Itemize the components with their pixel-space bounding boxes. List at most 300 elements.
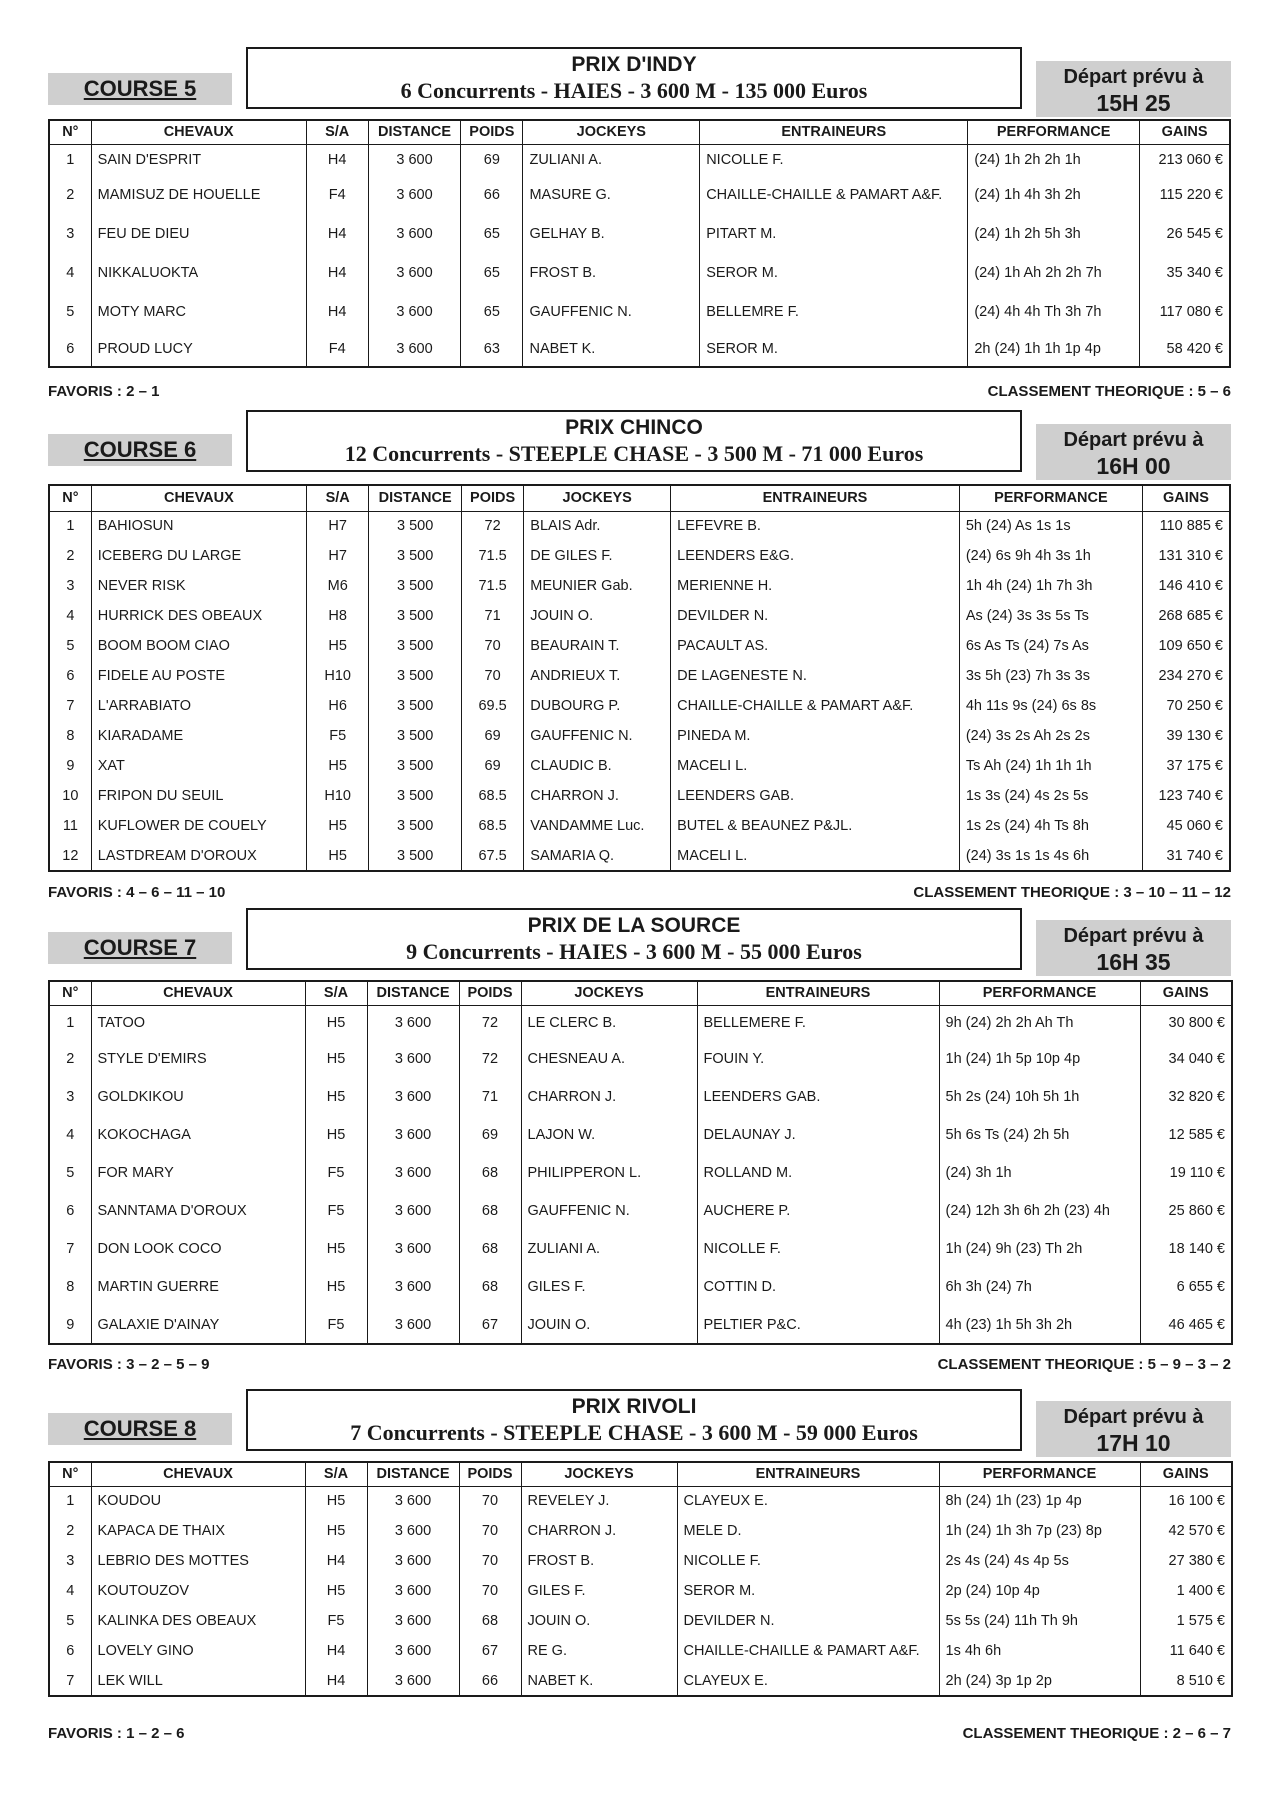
runner-earnings: 42 570 € (1140, 1516, 1232, 1546)
runner-trainer: FOUIN Y. (697, 1040, 939, 1078)
runner-trainer: SEROR M. (700, 331, 968, 367)
table-row (49, 1154, 1232, 1192)
runner-earnings: 45 060 € (1142, 811, 1230, 841)
runner-earnings: 110 885 € (1142, 511, 1230, 541)
table-row (49, 1606, 1232, 1636)
runner-earnings: 213 060 € (1140, 144, 1230, 175)
header-earnings: GAINS (1140, 981, 1232, 1005)
ranking-label: CLASSEMENT THEORIQUE : (937, 1356, 1144, 1373)
runner-earnings: 58 420 € (1140, 331, 1230, 367)
runner-performance: 1s 4h 6h (939, 1636, 1140, 1666)
runner-jockey: GAUFFENIC N. (523, 292, 700, 331)
header-no: N° (49, 981, 91, 1005)
runner-earnings: 27 380 € (1140, 1546, 1232, 1576)
course-label: COURSE 5 (48, 73, 232, 105)
favorites-label: FAVORIS : (48, 383, 122, 400)
runner-distance: 3 600 (367, 1116, 459, 1154)
runner-weight: 70 (459, 1546, 521, 1576)
runner-weight: 70 (459, 1576, 521, 1606)
runner-horse: MARTIN GUERRE (91, 1268, 305, 1306)
runner-trainer: CLAYEUX E. (677, 1666, 939, 1696)
runner-distance: 3 600 (367, 1306, 459, 1344)
runner-earnings: 39 130 € (1142, 721, 1230, 751)
table-row (49, 511, 1230, 541)
runner-jockey: NABET K. (523, 331, 700, 367)
race-title: PRIX DE LA SOURCE (527, 914, 741, 937)
runner-trainer: LEENDERS GAB. (671, 781, 960, 811)
favorites-value: 1 – 2 – 6 (126, 1725, 185, 1742)
runner-distance: 3 600 (367, 1192, 459, 1230)
table-row (49, 1116, 1232, 1154)
runner-jockey: BEAURAIN T. (524, 631, 671, 661)
runner-distance: 3 600 (368, 292, 460, 331)
race-subtitle: 7 Concurrents - STEEPLE CHASE - 3 600 M - 59 000 Euros (350, 1420, 918, 1445)
runner-sa: H5 (305, 1486, 367, 1516)
runner-no: 1 (49, 144, 91, 175)
table-row (49, 1576, 1232, 1606)
runner-distance: 3 500 (369, 781, 462, 811)
runner-distance: 3 600 (368, 214, 460, 253)
runner-performance: (24) 1h 2h 5h 3h (968, 214, 1140, 253)
header-sa: S/A (305, 981, 367, 1005)
runner-weight: 69 (461, 721, 523, 751)
runner-performance: 1h 4h (24) 1h 7h 3h (959, 571, 1142, 601)
runner-performance: (24) 3h 1h (939, 1154, 1140, 1192)
runner-weight: 70 (459, 1516, 521, 1546)
runner-trainer: CHAILLE-CHAILLE & PAMART A&F. (677, 1636, 939, 1666)
header-weight: POIDS (459, 1462, 521, 1486)
runner-performance: 1h (24) 1h 3h 7p (23) 8p (939, 1516, 1140, 1546)
runner-weight: 70 (459, 1486, 521, 1516)
favorites-label: FAVORIS : (48, 884, 122, 901)
runner-distance: 3 500 (369, 751, 462, 781)
runner-horse: MAMISUZ DE HOUELLE (91, 175, 306, 214)
table-row (49, 1636, 1232, 1666)
header-jockey: JOCKEYS (524, 485, 671, 511)
runner-earnings: 117 080 € (1140, 292, 1230, 331)
header-horse: CHEVAUX (91, 485, 306, 511)
runner-weight: 70 (461, 631, 523, 661)
runner-weight: 68 (459, 1154, 521, 1192)
runner-sa: H4 (305, 1636, 367, 1666)
header-trainer: ENTRAINEURS (700, 120, 968, 144)
header-jockey: JOCKEYS (521, 981, 697, 1005)
runner-performance: (24) 1h 4h 3h 2h (968, 175, 1140, 214)
runner-sa: H5 (305, 1576, 367, 1606)
runner-weight: 68 (459, 1606, 521, 1636)
runner-distance: 3 600 (367, 1636, 459, 1666)
runners-table (48, 1461, 1233, 1697)
runner-earnings: 37 175 € (1142, 751, 1230, 781)
runner-trainer: BELLEMRE F. (700, 292, 968, 331)
runner-trainer: NICOLLE F. (697, 1230, 939, 1268)
runner-weight: 69 (461, 751, 523, 781)
runner-horse: LEK WILL (91, 1666, 305, 1696)
runner-earnings: 11 640 € (1140, 1636, 1232, 1666)
runner-jockey: VANDAMME Luc. (524, 811, 671, 841)
header-horse: CHEVAUX (91, 981, 305, 1005)
departure-time: 16H 00 (1096, 453, 1171, 479)
runner-trainer: BELLEMERE F. (697, 1005, 939, 1040)
runner-horse: DON LOOK COCO (91, 1230, 305, 1268)
runner-horse: GALAXIE D'AINAY (91, 1306, 305, 1344)
race-subtitle: 6 Concurrents - HAIES - 3 600 M - 135 000 Euros (400, 78, 868, 103)
runner-horse: L'ARRABIATO (91, 691, 306, 721)
runner-weight: 65 (461, 214, 523, 253)
runner-performance: 1s 2s (24) 4h Ts 8h (959, 811, 1142, 841)
runner-horse: FEU DE DIEU (91, 214, 306, 253)
runner-trainer: NICOLLE F. (700, 144, 968, 175)
table-row (49, 751, 1230, 781)
runner-distance: 3 500 (369, 601, 462, 631)
ranking-label: CLASSEMENT THEORIQUE : (962, 1725, 1169, 1742)
runner-weight: 68.5 (461, 781, 523, 811)
runner-horse: GOLDKIKOU (91, 1078, 305, 1116)
runner-weight: 71.5 (461, 541, 523, 571)
departure-label: Départ prévu à (1063, 66, 1204, 88)
runner-earnings: 8 510 € (1140, 1666, 1232, 1696)
runner-no: 2 (49, 1040, 91, 1078)
theoretical-ranking (988, 383, 1231, 400)
runner-horse: KUFLOWER DE COUELY (91, 811, 306, 841)
runner-distance: 3 500 (369, 661, 462, 691)
runner-weight: 68.5 (461, 811, 523, 841)
runner-trainer: MACELI L. (671, 841, 960, 871)
race-subtitle: 12 Concurrents - STEEPLE CHASE - 3 500 M - 71 000 Euros (344, 441, 924, 466)
runner-sa: H5 (305, 1040, 367, 1078)
runner-distance: 3 500 (369, 631, 462, 661)
runner-earnings: 109 650 € (1142, 631, 1230, 661)
runner-trainer: PELTIER P&C. (697, 1306, 939, 1344)
runner-distance: 3 600 (368, 175, 460, 214)
table-row (49, 721, 1230, 751)
runner-jockey: JOUIN O. (521, 1306, 697, 1344)
runner-earnings: 123 740 € (1142, 781, 1230, 811)
runner-no: 2 (49, 541, 91, 571)
runner-performance: 5s 5s (24) 11h Th 9h (939, 1606, 1140, 1636)
ranking-value: 3 – 10 – 11 – 12 (1123, 884, 1231, 901)
runner-weight: 72 (459, 1005, 521, 1040)
runner-earnings: 12 585 € (1140, 1116, 1232, 1154)
departure-box (1036, 1401, 1231, 1457)
runner-sa: H5 (305, 1005, 367, 1040)
runner-performance: (24) 12h 3h 6h 2h (23) 4h (939, 1192, 1140, 1230)
runner-sa: H4 (305, 1546, 367, 1576)
runner-distance: 3 600 (367, 1606, 459, 1636)
runner-sa: F4 (306, 331, 368, 367)
runner-jockey: GILES F. (521, 1268, 697, 1306)
departure-time: 17H 10 (1096, 1430, 1171, 1456)
runner-earnings: 16 100 € (1140, 1486, 1232, 1516)
runner-horse: MOTY MARC (91, 292, 306, 331)
runner-distance: 3 600 (367, 1576, 459, 1606)
runner-trainer: CLAYEUX E. (677, 1486, 939, 1516)
runner-sa: H10 (307, 781, 369, 811)
table-row (49, 253, 1230, 292)
runner-weight: 69.5 (461, 691, 523, 721)
runner-earnings: 70 250 € (1142, 691, 1230, 721)
runner-sa: H5 (305, 1516, 367, 1546)
header-no: N° (49, 120, 91, 144)
runner-trainer: DEVILDER N. (677, 1606, 939, 1636)
runner-no: 10 (49, 781, 91, 811)
runner-no: 3 (49, 571, 91, 601)
runner-no: 7 (49, 1230, 91, 1268)
runner-sa: H7 (307, 511, 369, 541)
runner-earnings: 1 400 € (1140, 1576, 1232, 1606)
table-header-row (49, 120, 1230, 144)
runner-performance: 1h (24) 1h 5p 10p 4p (939, 1040, 1140, 1078)
table-header-row (49, 981, 1232, 1005)
runner-weight: 63 (461, 331, 523, 367)
runner-trainer: NICOLLE F. (677, 1546, 939, 1576)
runner-distance: 3 500 (369, 721, 462, 751)
table-row (49, 781, 1230, 811)
runner-weight: 69 (461, 144, 523, 175)
favorites-label: FAVORIS : (48, 1725, 122, 1742)
runner-performance: 2p (24) 10p 4p (939, 1576, 1140, 1606)
runner-distance: 3 500 (369, 511, 462, 541)
runner-performance: 5h 6s Ts (24) 2h 5h (939, 1116, 1140, 1154)
departure-box (1036, 61, 1231, 117)
race-title-box (246, 1389, 1022, 1451)
header-trainer: ENTRAINEURS (697, 981, 939, 1005)
runner-distance: 3 600 (368, 331, 460, 367)
runner-jockey: PHILIPPERON L. (521, 1154, 697, 1192)
runner-sa: H5 (307, 751, 369, 781)
runner-trainer: MERIENNE H. (671, 571, 960, 601)
runner-no: 6 (49, 1636, 91, 1666)
table-header-row (49, 1462, 1232, 1486)
race-title: PRIX CHINCO (565, 416, 703, 439)
runner-jockey: GAUFFENIC N. (521, 1192, 697, 1230)
runner-weight: 66 (461, 175, 523, 214)
ranking-value: 5 – 6 (1197, 383, 1231, 400)
favorites (48, 1356, 209, 1373)
runners-table (48, 119, 1231, 368)
header-sa: S/A (307, 485, 369, 511)
runner-weight: 69 (459, 1116, 521, 1154)
runner-horse: KIARADAME (91, 721, 306, 751)
runner-horse: FIDELE AU POSTE (91, 661, 306, 691)
runner-earnings: 1 575 € (1140, 1606, 1232, 1636)
runner-performance: (24) 1h Ah 2h 2h 7h (968, 253, 1140, 292)
runner-performance: 1s 3s (24) 4s 2s 5s (959, 781, 1142, 811)
runner-horse: KOUTOUZOV (91, 1576, 305, 1606)
runner-sa: F4 (306, 175, 368, 214)
runner-distance: 3 600 (367, 1546, 459, 1576)
runner-sa: H4 (306, 253, 368, 292)
departure-label: Départ prévu à (1063, 429, 1204, 451)
runner-weight: 71 (459, 1078, 521, 1116)
runner-sa: H7 (307, 541, 369, 571)
runner-sa: F5 (305, 1192, 367, 1230)
runner-horse: KALINKA DES OBEAUX (91, 1606, 305, 1636)
runner-jockey: GILES F. (521, 1576, 677, 1606)
runner-weight: 68 (459, 1268, 521, 1306)
runner-sa: F5 (305, 1606, 367, 1636)
runner-sa: H4 (305, 1666, 367, 1696)
table-row (49, 1005, 1232, 1040)
race-subtitle: 9 Concurrents - HAIES - 3 600 M - 55 000 Euros (406, 939, 862, 964)
header-distance: DISTANCE (367, 981, 459, 1005)
runner-no: 1 (49, 511, 91, 541)
runner-trainer: DELAUNAY J. (697, 1116, 939, 1154)
course-label: COURSE 8 (48, 1413, 232, 1445)
runner-trainer: COTTIN D. (697, 1268, 939, 1306)
runner-jockey: RE G. (521, 1636, 677, 1666)
runner-jockey: JOUIN O. (521, 1606, 677, 1636)
runner-sa: H4 (306, 214, 368, 253)
runner-jockey: CLAUDIC B. (524, 751, 671, 781)
runner-trainer: CHAILLE-CHAILLE & PAMART A&F. (671, 691, 960, 721)
departure-box (1036, 920, 1231, 976)
runner-trainer: MELE D. (677, 1516, 939, 1546)
table-row (49, 571, 1230, 601)
runner-jockey: MASURE G. (523, 175, 700, 214)
runner-performance: 2h (24) 1h 1h 1p 4p (968, 331, 1140, 367)
header-jockey: JOCKEYS (523, 120, 700, 144)
runner-distance: 3 600 (367, 1486, 459, 1516)
runner-distance: 3 500 (369, 541, 462, 571)
runner-distance: 3 500 (369, 571, 462, 601)
runner-distance: 3 600 (367, 1666, 459, 1696)
runner-distance: 3 600 (367, 1078, 459, 1116)
runner-jockey: JOUIN O. (524, 601, 671, 631)
runner-horse: FRIPON DU SEUIL (91, 781, 306, 811)
favorites (48, 884, 225, 901)
runner-earnings: 25 860 € (1140, 1192, 1232, 1230)
runner-no: 4 (49, 601, 91, 631)
runner-jockey: FROST B. (521, 1546, 677, 1576)
runner-earnings: 32 820 € (1140, 1078, 1232, 1116)
runner-trainer: AUCHERE P. (697, 1192, 939, 1230)
runner-jockey: ZULIANI A. (523, 144, 700, 175)
runner-performance: 2h (24) 3p 1p 2p (939, 1666, 1140, 1696)
runner-jockey: BLAIS Adr. (524, 511, 671, 541)
runner-no: 2 (49, 1516, 91, 1546)
runner-distance: 3 500 (369, 841, 462, 871)
runner-weight: 68 (459, 1192, 521, 1230)
runner-horse: HURRICK DES OBEAUX (91, 601, 306, 631)
runner-trainer: LEFEVRE B. (671, 511, 960, 541)
departure-time: 16H 35 (1096, 949, 1171, 975)
runner-no: 9 (49, 1306, 91, 1344)
favorites-value: 2 – 1 (126, 383, 160, 400)
header-weight: POIDS (461, 120, 523, 144)
runner-sa: M6 (307, 571, 369, 601)
runner-no: 2 (49, 175, 91, 214)
runner-jockey: MEUNIER Gab. (524, 571, 671, 601)
header-performance: PERFORMANCE (939, 1462, 1140, 1486)
table-row (49, 811, 1230, 841)
race-title: PRIX RIVOLI (571, 1395, 697, 1418)
runner-horse: LEBRIO DES MOTTES (91, 1546, 305, 1576)
runner-earnings: 46 465 € (1140, 1306, 1232, 1344)
theoretical-ranking (938, 1356, 1231, 1373)
runner-no: 7 (49, 1666, 91, 1696)
runner-horse: STYLE D'EMIRS (91, 1040, 305, 1078)
runner-earnings: 115 220 € (1140, 175, 1230, 214)
table-row (49, 331, 1230, 367)
runner-performance: (24) 3s 1s 1s 4s 6h (959, 841, 1142, 871)
header-distance: DISTANCE (368, 120, 460, 144)
header-horse: CHEVAUX (91, 1462, 305, 1486)
runner-jockey: SAMARIA Q. (524, 841, 671, 871)
runner-distance: 3 600 (367, 1230, 459, 1268)
runner-horse: TATOO (91, 1005, 305, 1040)
runner-trainer: PINEDA M. (671, 721, 960, 751)
runner-no: 5 (49, 1606, 91, 1636)
runner-no: 6 (49, 331, 91, 367)
table-row (49, 1546, 1232, 1576)
runner-no: 8 (49, 1268, 91, 1306)
runner-trainer: SEROR M. (677, 1576, 939, 1606)
runner-jockey: GELHAY B. (523, 214, 700, 253)
runner-jockey: CHARRON J. (521, 1516, 677, 1546)
runner-weight: 67 (459, 1306, 521, 1344)
table-row (49, 1040, 1232, 1078)
theoretical-ranking (963, 1725, 1231, 1742)
runner-performance: 6s As Ts (24) 7s As (959, 631, 1142, 661)
header-earnings: GAINS (1140, 1462, 1232, 1486)
runner-no: 4 (49, 1576, 91, 1606)
runner-performance: 9h (24) 2h 2h Ah Th (939, 1005, 1140, 1040)
runner-performance: (24) 6s 9h 4h 3s 1h (959, 541, 1142, 571)
favorites (48, 383, 159, 400)
runner-weight: 71.5 (461, 571, 523, 601)
runners-table (48, 980, 1233, 1345)
runner-jockey: REVELEY J. (521, 1486, 677, 1516)
runner-earnings: 31 740 € (1142, 841, 1230, 871)
table-row (49, 661, 1230, 691)
runner-performance: 6h 3h (24) 7h (939, 1268, 1140, 1306)
runner-sa: H5 (307, 811, 369, 841)
runner-distance: 3 600 (367, 1040, 459, 1078)
runner-sa: H4 (306, 144, 368, 175)
runner-earnings: 34 040 € (1140, 1040, 1232, 1078)
runner-horse: BAHIOSUN (91, 511, 306, 541)
runner-trainer: PITART M. (700, 214, 968, 253)
runner-horse: KOKOCHAGA (91, 1116, 305, 1154)
runner-distance: 3 500 (369, 691, 462, 721)
runner-horse: LOVELY GINO (91, 1636, 305, 1666)
ranking-label: CLASSEMENT THEORIQUE : (987, 383, 1194, 400)
runner-horse: ICEBERG DU LARGE (91, 541, 306, 571)
departure-label: Départ prévu à (1063, 925, 1204, 947)
runner-distance: 3 500 (369, 811, 462, 841)
runner-sa: H5 (307, 631, 369, 661)
table-row (49, 1486, 1232, 1516)
runner-no: 4 (49, 253, 91, 292)
runner-earnings: 30 800 € (1140, 1005, 1232, 1040)
runner-jockey: LAJON W. (521, 1116, 697, 1154)
header-earnings: GAINS (1142, 485, 1230, 511)
runner-distance: 3 600 (367, 1154, 459, 1192)
header-earnings: GAINS (1140, 120, 1230, 144)
ranking-value: 2 – 6 – 7 (1172, 1725, 1231, 1742)
header-weight: POIDS (461, 485, 523, 511)
runner-horse: PROUD LUCY (91, 331, 306, 367)
header-distance: DISTANCE (367, 1462, 459, 1486)
runner-no: 5 (49, 1154, 91, 1192)
runner-sa: F5 (305, 1306, 367, 1344)
runner-horse: NEVER RISK (91, 571, 306, 601)
favorites-value: 4 – 6 – 11 – 10 (126, 884, 226, 901)
runner-earnings: 19 110 € (1140, 1154, 1232, 1192)
runner-performance: 3s 5h (23) 7h 3s 3s (959, 661, 1142, 691)
runner-earnings: 234 270 € (1142, 661, 1230, 691)
